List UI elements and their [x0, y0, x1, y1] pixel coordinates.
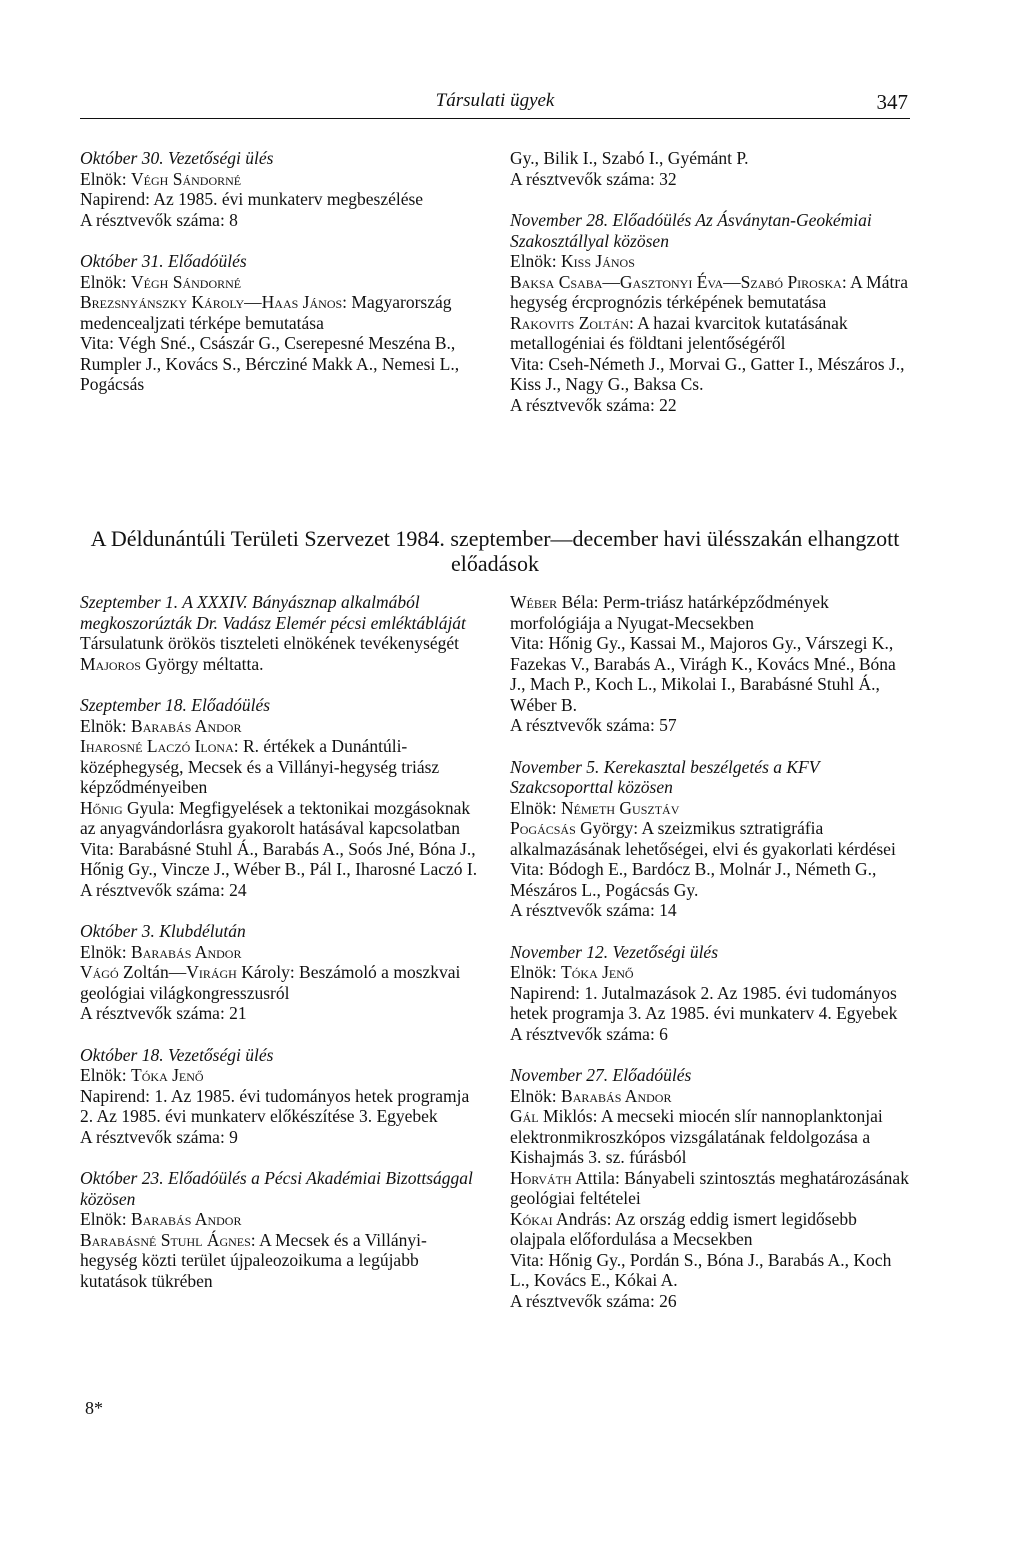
speaker-name: Majoros: [80, 653, 141, 674]
talk-line: [80, 798, 480, 839]
chair-line: [80, 1209, 480, 1230]
meeting-heading: Október 31. Előadóülés: [80, 251, 247, 271]
meeting-heading: Október 23. Előadóülés a Pécsi Akadémiai Bizottsággal közösen: [80, 1168, 473, 1209]
meeting-entry: [510, 148, 910, 189]
running-header: [80, 88, 910, 119]
talk-line: [510, 818, 910, 859]
meeting-entry: [510, 210, 910, 415]
section-title: A Déldunántúli Területi Szervezet 1984. szeptember—december havi ülésszakán elhangzott előadások: [90, 526, 900, 576]
speaker-name: Baksa Csaba—Gasztonyi Éva—Szabó Piroska: [510, 271, 842, 292]
chair-name: Tóka Jenő: [131, 1065, 204, 1085]
meeting-entry: [510, 757, 910, 921]
page-number: 347: [876, 90, 908, 114]
chair-label: Elnök:: [80, 271, 132, 292]
chair-line: [510, 962, 910, 983]
text-line: Vita: Végh Sné., Császár G., Cserepesné Meszéna B., Rumpler J., Kovács S., Bércziné Makk A., Nemesi L., Pogácsás: [80, 333, 460, 394]
text-line: A résztvevők száma: 26: [510, 1290, 677, 1311]
speaker-name: Virágh: [186, 962, 237, 982]
chair-label: Elnök:: [80, 168, 132, 189]
chair-name: Kiss János: [561, 251, 635, 271]
chair-label: Elnök:: [80, 941, 132, 962]
chair-line: [510, 1086, 910, 1107]
talk-text: : A Mátra hegység ércprognózis térképének bemutatása: [510, 271, 908, 312]
meeting-entry: [80, 695, 480, 900]
top-right-column: [510, 148, 910, 436]
talk-line: [510, 313, 910, 354]
chair-name: Barabás Andor: [131, 941, 242, 962]
text-line: Vita: Hőnig Gy., Kassai M., Majoros Gy., Várszegi K., Fazekas V., Barabás A., Virágh K., Kovács Mné., Bóna J., Mach P., Koch L., Mikolai I., Barabásné Stuhl Á., Wéber B.: [510, 633, 896, 715]
chair-line: [80, 169, 486, 190]
meeting-heading: Október 3. Klubdélután: [80, 921, 246, 941]
meeting-entry: [80, 1168, 480, 1291]
meeting-heading: Október 18. Vezetőségi ülés: [80, 1044, 274, 1065]
talk-text: György méltatta.: [140, 653, 264, 674]
chair-label: Elnök:: [510, 962, 562, 982]
text-line: A résztvevők száma: 9: [80, 1126, 238, 1147]
talk-text: Miklós: A mecseki miocén slír nannoplanktonjai elektronmikroszkópos vizsgálatának feldolgozása a Kishajmás 3. sz. fúrásból: [510, 1106, 883, 1167]
talk-line: [80, 736, 480, 798]
talk-line: [80, 1230, 480, 1292]
chair-name: Végh Sándorné: [131, 168, 242, 189]
meeting-heading: November 5. Kerekasztal beszélgetés a KFV Szakcsoporttal közösen: [510, 756, 820, 797]
talk-text: : A Mecsek és a Villányi-hegység közti terület újpaleozoikuma a legújabb kutatások tükrében: [80, 1229, 427, 1291]
text-line: A résztvevők száma: 21: [80, 1003, 247, 1023]
text-line: A résztvevők száma: 57: [510, 715, 677, 735]
chair-line: [510, 251, 910, 272]
text-line: A résztvevők száma: 6: [510, 1023, 668, 1044]
chair-label: Elnök:: [80, 715, 132, 736]
bottom-left-column: [80, 592, 480, 1312]
talk-line: [510, 272, 910, 313]
chair-name: Barabás Andor: [131, 1209, 242, 1229]
text-line: A résztvevők száma: 14: [510, 900, 677, 920]
talk-text: : A hazai kvarcitok kutatásának metallogéniai és földtani jelentőségéről: [510, 312, 848, 353]
talk-line: [80, 292, 486, 333]
meeting-heading: November 28. Előadóülés Az Ásványtan-Geokémiai Szakosztállyal közösen: [510, 210, 872, 251]
speaker-name: Kókai: [510, 1208, 553, 1229]
talk-line: [510, 1106, 910, 1168]
bottom-right-column: [510, 592, 910, 1332]
speaker-name: Iharosné Laczó Ilona: [80, 736, 234, 756]
chair-name: Barabás Andor: [561, 1085, 672, 1106]
chair-line: [80, 942, 480, 963]
running-title: Társulati ügyek: [435, 90, 555, 111]
speaker-name: Rakovits Zoltán: [510, 312, 629, 333]
speaker-name: Vágó: [80, 962, 119, 982]
chair-label: Elnök:: [510, 1085, 562, 1106]
meeting-entry: [510, 942, 910, 1045]
meeting-heading: Szeptember 1. A XXXIV. Bányásznap alkalmából megkoszorúzták Dr. Vadász Elemér pécsi emléktábláját: [80, 592, 466, 633]
text-line: A résztvevők száma: 8: [80, 209, 238, 230]
text-line: Vita: Bódogh E., Bardócz B., Molnár J., Németh G., Mészáros L., Pogácsás Gy.: [510, 859, 877, 900]
talk-line: [80, 633, 480, 674]
talk-text: Gyula: Megfigyelések a tektonikai mozgásoknak az anyagvándorlásra gyakorolt hatásával kapcsolatban: [80, 797, 471, 838]
talk-text: Attila: Bányabeli szintosztás meghatározásának geológiai feltételei: [510, 1167, 909, 1208]
meeting-heading: November 27. Előadóülés: [510, 1065, 692, 1085]
meeting-entry: [510, 592, 910, 736]
chair-name: Tóka Jenő: [561, 962, 634, 982]
chair-label: Elnök:: [510, 251, 562, 271]
meeting-entry: [80, 148, 486, 230]
talk-line: [510, 1209, 910, 1250]
text-line: Vita: Barabásné Stuhl Á., Barabás A., Soós Jné, Bóna J., Hőnig Gy., Vincze J., Wéber B., Pál I., Iharosné Laczó I.: [80, 838, 478, 879]
text-line: Gy., Bilik I., Szabó I., Gyémánt P.: [510, 148, 749, 168]
meeting-entry: [510, 1065, 910, 1311]
text-line: Napirend: 1. Az 1985. évi tudományos hetek programja 2. Az 1985. évi munkaterv előkészítése 3. Egyebek: [80, 1085, 470, 1126]
meeting-entry: [80, 592, 480, 674]
text-line: Napirend: 1. Jutalmazások 2. Az 1985. évi tudományos hetek programja 3. Az 1985. évi munkaterv 4. Egyebek: [510, 982, 898, 1023]
chair-label: Elnök:: [510, 797, 562, 818]
meeting-entry: [80, 921, 480, 1024]
talk-text: : R. értékek a Dunántúli-középhegység, Mecsek és a Villányi-hegység triász képződményeiben: [80, 736, 440, 797]
meeting-entry: [80, 1045, 480, 1148]
talk-text: Zoltán—: [118, 962, 187, 982]
talk-text: Béla: Perm-triász határképződmények morfológiája a Nyugat-Mecsekben: [510, 592, 829, 633]
meeting-entry: [80, 251, 486, 395]
speaker-name: Pogácsás: [510, 818, 576, 838]
talk-line: [510, 1168, 910, 1209]
speaker-name: Wéber: [510, 592, 558, 612]
meeting-heading: November 12. Vezetőségi ülés: [510, 941, 719, 962]
chair-name: Barabás Andor: [131, 715, 242, 736]
talk-line: [510, 592, 910, 633]
chair-line: [80, 716, 480, 737]
text-line: A résztvevők száma: 32: [510, 168, 677, 189]
chair-line: [80, 1065, 480, 1086]
text-line: A résztvevők száma: 22: [510, 394, 677, 415]
talk-text: András: Az ország eddig ismert legidősebb olajpala előfordulása a Mecsekben: [510, 1208, 857, 1249]
chair-label: Elnök:: [80, 1209, 132, 1229]
speaker-name: Barabásné Stuhl Ágnes: [80, 1229, 251, 1250]
text-line: Napirend: Az 1985. évi munkaterv megbeszélése: [80, 189, 424, 209]
text-line: Vita: Hőnig Gy., Pordán S., Bóna J., Barabás A., Koch L., Kovács E., Kókai A.: [510, 1249, 892, 1290]
talk-line: [80, 962, 480, 1003]
meeting-heading: Szeptember 18. Előadóülés: [80, 695, 271, 715]
chair-name: Végh Sándorné: [131, 271, 242, 292]
talk-text: Károly: Beszámoló a moszkvai geológiai világkongresszusról: [80, 962, 461, 1003]
meeting-heading: Október 30. Vezetőségi ülés: [80, 148, 274, 168]
signature-mark: 8*: [85, 1398, 103, 1418]
chair-label: Elnök:: [80, 1065, 132, 1085]
talk-prefix: Társulatunk örökös tiszteleti elnökének tevékenységét: [80, 633, 460, 653]
talk-text: : Magyarország medencealjzati térképe bemutatása: [80, 292, 452, 333]
speaker-name: Hőnig: [80, 797, 123, 818]
top-left-column: [80, 148, 486, 416]
talk-text: György: A szeizmikus sztratigráfia alkalmazásának lehetőségei, elvi és gyakorlati kérdései: [510, 818, 896, 859]
speaker-name: Brezsnyánszky Károly—Haas János: [80, 292, 343, 312]
chair-line: [510, 798, 910, 819]
chair-line: [80, 272, 486, 293]
text-line: A résztvevők száma: 24: [80, 879, 247, 900]
chair-name: Németh Gusztáv: [561, 797, 680, 818]
speaker-name: Gál: [510, 1106, 539, 1126]
speaker-name: Horváth: [510, 1167, 572, 1188]
text-line: Vita: Cseh-Németh J., Morvai G., Gatter I., Mészáros J., Kiss J., Nagy G., Baksa Cs.: [510, 353, 905, 394]
